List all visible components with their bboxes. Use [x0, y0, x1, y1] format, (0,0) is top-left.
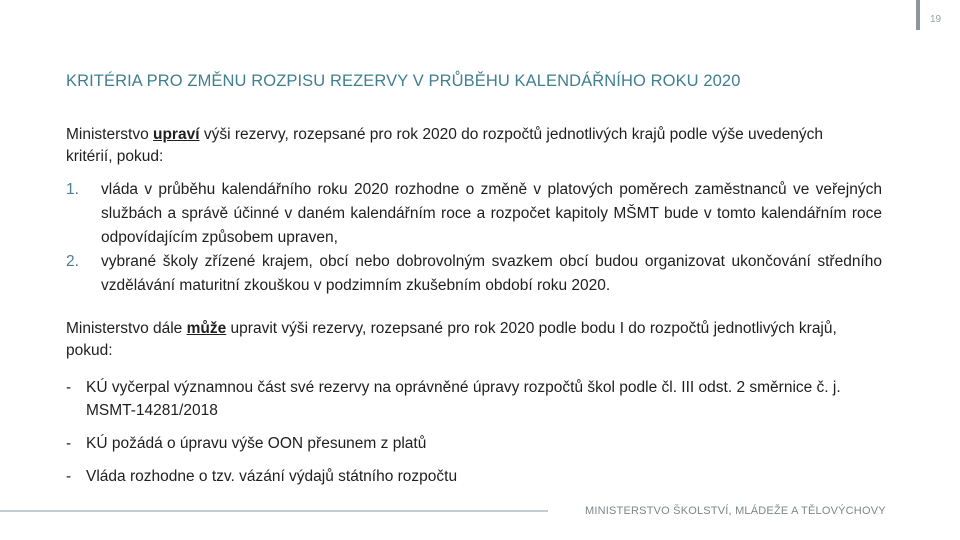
- second-emphasis: může: [186, 320, 227, 337]
- intro-text-end: výši rezervy, rozepsané pro rok 2020 do rozpočtů jednotlivých krajů podle výše uvedených kritérií, pokud:: [66, 126, 824, 165]
- second-paragraph: [66, 318, 856, 362]
- list-item-text: vybrané školy zřízené krajem, obcí nebo dobrovolným svazkem obcí budou organizovat ukončování středního vzdělávání maturitní zkouškou v podzimním zkušebním období roku 2020.: [101, 253, 882, 294]
- intro-text-start: Ministerstvo: [66, 126, 153, 143]
- slide-title: KRITÉRIA PRO ZMĚNU ROZPISU REZERVY V PRŮBĚHU KALENDÁŘNÍHO ROKU 2020: [66, 72, 741, 90]
- dash-item-text: Vláda rozhodne o tzv. vázání výdajů státního rozpočtu: [86, 468, 458, 485]
- list-item-text: vláda v průběhu kalendářního roku 2020 rozhodne o změně v platových poměrech zaměstnanců ve veřejných službách a správě účinné v daném kalendářním roce a rozpočet kapitoly MŠMT bude v tomto kalendářním roce odpovídajícím způsobem upraven,: [101, 181, 882, 246]
- dash-item-text: KÚ požádá o úpravu výše OON přesunem z platů: [86, 435, 427, 452]
- dash-mark: -: [66, 379, 72, 396]
- second-text-end: upravit výši rezervy, rozepsané pro rok 2020 podle bodu I do rozpočtů jednotlivých krajů, pokud:: [66, 320, 837, 359]
- dash-item: [66, 376, 866, 422]
- dash-item: [66, 432, 866, 455]
- list-item-number: 2.: [66, 253, 79, 270]
- list-item: [66, 178, 882, 250]
- dash-mark: -: [66, 435, 72, 452]
- intro-emphasis: upraví: [153, 126, 200, 143]
- numbered-list: [66, 178, 882, 298]
- dash-mark: -: [66, 468, 72, 485]
- intro-paragraph: [66, 124, 856, 168]
- list-item-number: 1.: [66, 181, 79, 198]
- second-text-start: Ministerstvo dále: [66, 320, 187, 337]
- header-divider: [916, 0, 920, 30]
- dash-item-text: KÚ vyčerpal významnou část své rezervy na oprávněné úpravy rozpočtů škol podle čl. III odst. 2 směrnice č. j. MSMT-14281/2018: [86, 379, 841, 419]
- dash-list: [66, 376, 866, 498]
- page-number: 19: [930, 14, 942, 25]
- ministry-logo-text: MINISTERSTVO ŠKOLSTVÍ, MLÁDEŽE A TĚLOVÝCHOVY: [585, 505, 886, 517]
- list-item: [66, 250, 882, 298]
- footer-line: [0, 510, 548, 512]
- dash-item: [66, 465, 866, 488]
